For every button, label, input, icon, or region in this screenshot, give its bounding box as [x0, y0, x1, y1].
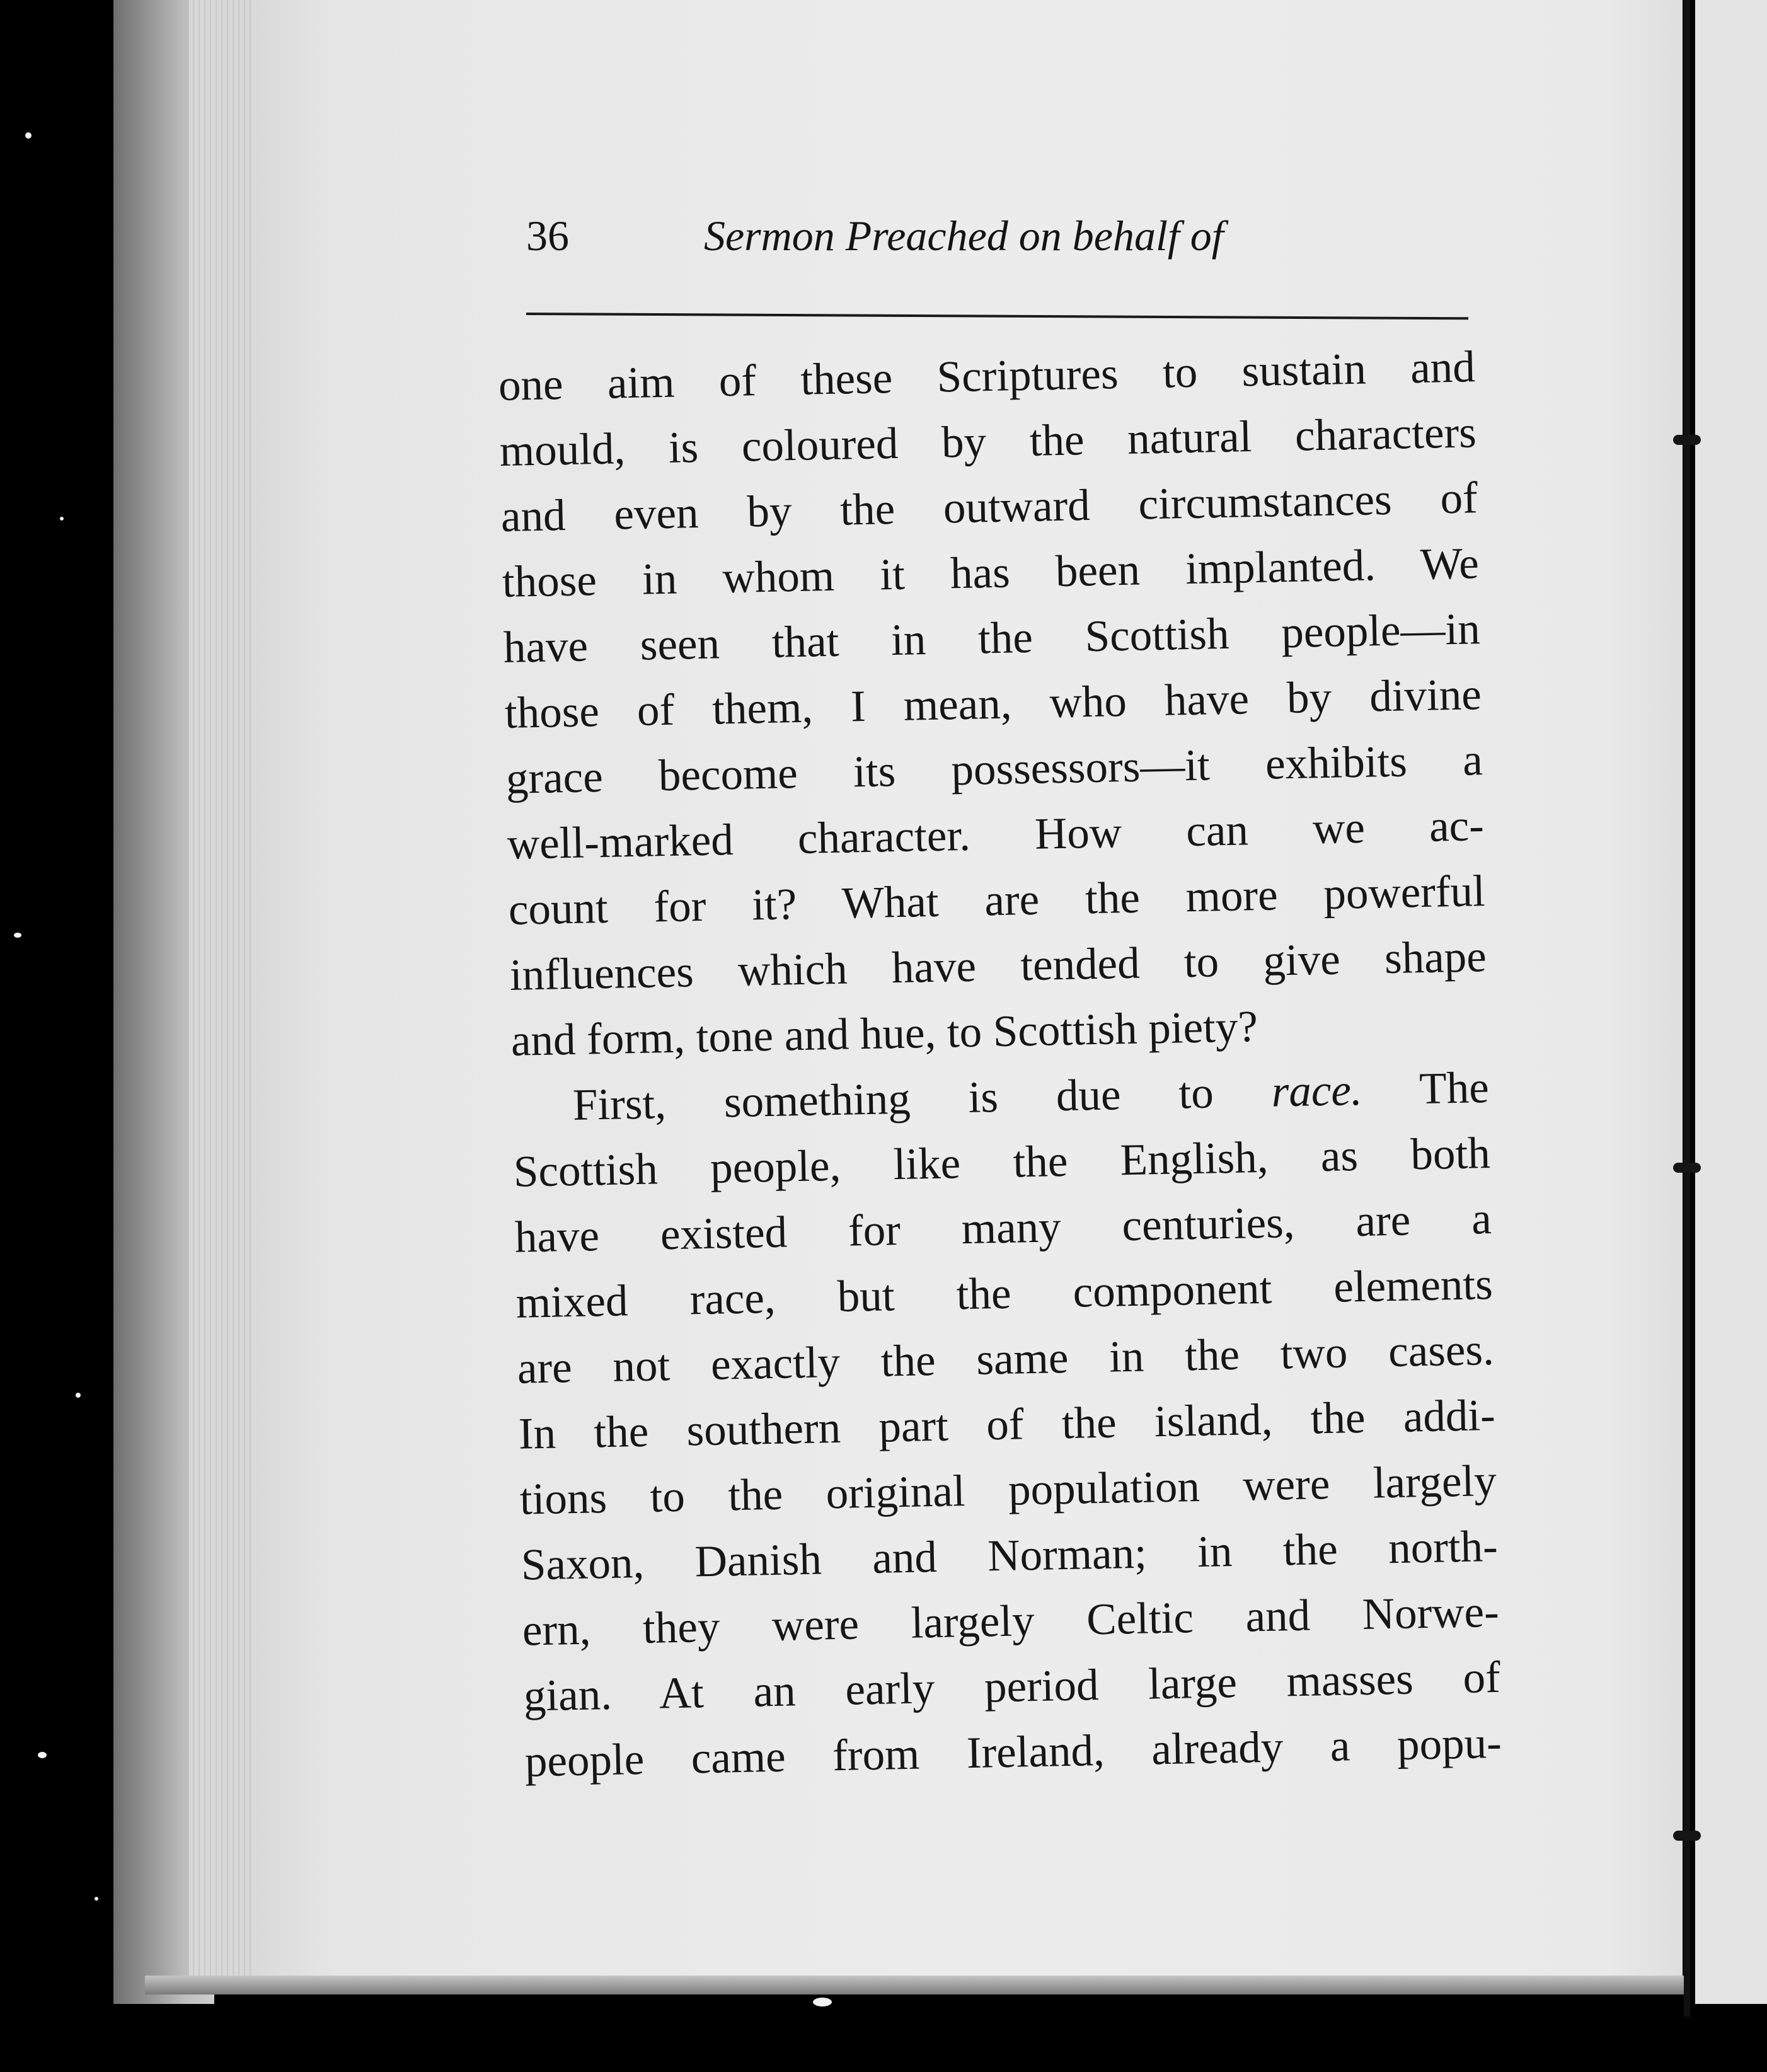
scan-speck	[813, 1998, 832, 2006]
text-line: have seen that in the Scottish people—in	[503, 604, 1481, 672]
text-line: are not exactly the same in the two cases.	[517, 1325, 1495, 1393]
text-line: grace become its possessors—it exhibits a	[505, 735, 1483, 803]
binding-stitch	[1673, 1163, 1701, 1173]
text-line: Saxon, Danish and Norman; in the north-	[521, 1521, 1499, 1590]
text-line: have existed for many centuries, are a	[514, 1194, 1492, 1262]
text-line: In the southern part of the island, the addi-	[518, 1390, 1496, 1459]
text-line: mould, is coloured by the natural characters	[499, 408, 1477, 476]
binding-stitch	[1673, 435, 1701, 445]
scan-speck	[38, 1752, 47, 1758]
facing-page-edge	[1695, 0, 1767, 2004]
running-head	[526, 208, 1358, 271]
book-spine	[1684, 0, 1690, 2017]
page-bottom-edge	[145, 1976, 1689, 1994]
page-stack	[189, 0, 258, 1985]
text-line: tions to the original population were largely	[519, 1456, 1497, 1524]
text-line: ern, they were largely Celtic and Norwe-	[522, 1587, 1500, 1655]
body-text	[498, 334, 1502, 1794]
running-title: Sermon Preached on behalf of	[704, 212, 1224, 260]
text-line: Scottish people, like the English, as both	[513, 1129, 1491, 1197]
text-line: and even by the outward circumstances of	[500, 473, 1478, 541]
italic-word: race.	[1270, 1065, 1363, 1117]
text-line: count for it? What are the more powerful	[508, 866, 1486, 935]
page-number: 36	[526, 212, 569, 260]
scan-speck	[76, 1393, 81, 1398]
text-line: mixed race, but the component elements	[515, 1259, 1494, 1328]
scan-speck	[60, 517, 64, 521]
text-run: First, something is due to	[572, 1068, 1214, 1130]
text-line: influences which have tended to give shape	[509, 932, 1487, 1000]
text-run: The	[1419, 1063, 1490, 1114]
text-line: and form, tone and hue, to Scottish piety?	[510, 1002, 1258, 1066]
text-line: those in whom it has been implanted. We	[502, 539, 1480, 607]
text-line: well-marked character. How can we ac-	[507, 801, 1485, 869]
text-line: people came from Ireland, already a popu-	[524, 1718, 1502, 1787]
binding-stitch	[1673, 1831, 1701, 1841]
text-line: gian. At an early period large masses of	[523, 1652, 1501, 1721]
scan-speck	[25, 132, 32, 139]
text-line: one aim of these Scriptures to sustain and	[498, 342, 1476, 410]
text-line: those of them, I mean, who have by divine	[504, 670, 1482, 738]
scan-speck	[95, 1897, 98, 1901]
scan-speck	[14, 933, 21, 938]
